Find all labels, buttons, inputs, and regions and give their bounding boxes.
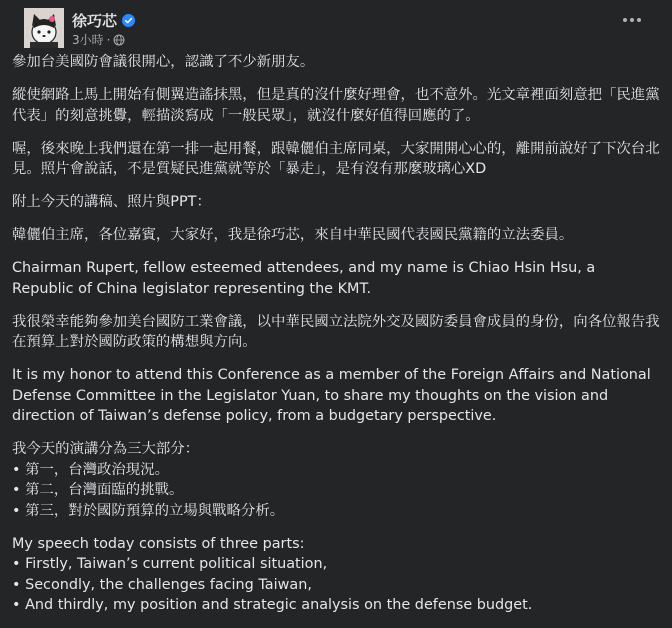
post-paragraph: 附上今天的講稿、照片與PPT： [12, 194, 211, 210]
post-paragraph: It is my honor to attend this Conference as a member of the Foreign Affairs and National Defense Committee in the Legislator Yuan, to share my thoughts on the vision and direction of Taiwan’s defense policy, from a budgetary perspective. [12, 367, 656, 424]
post-paragraph: 縱使網路上馬上開始有側翼造謠抹黑，但是真的沒什麼好理會，也不意外。光文章裡面刻意把「民進黨代表」的刻意挑釁，輕描淡寫成「一般民眾」，就沒什麼好值得回應的了。 [12, 87, 660, 124]
globe-icon[interactable] [113, 34, 125, 46]
post-timestamp[interactable]: 3小時 [72, 33, 104, 47]
post-meta [72, 31, 125, 48]
post-paragraph: 喔，後來晚上我們還在第一排一起用餐，跟韓儷伯主席同桌，大家開開心心的，離開前說好了下次台北見。照片會說話，不是質疑民進黨就等於「暴走」，是有沒有那麼玻璃心XD [12, 140, 660, 177]
post-paragraph: 我今天的演講分為三大部分： • 第一，台灣政治現況。 • 第二，台灣面臨的挑戰。 • 第三，對於國防預算的立場與戰略分析。 [12, 441, 285, 519]
post-paragraph: 參加台美國防會議很開心，認識了不少新朋友。 [12, 54, 315, 70]
post-paragraph: My speech today consists of three parts: • Firstly, Taiwan’s current political situation, • Secondly, the challenges facing Taiwan, • And thirdly, my position and strategic analysis on the defense budget. [12, 535, 533, 613]
avatar-illustration [24, 8, 64, 48]
post-header [12, 0, 660, 56]
post-paragraph: Chairman Rupert, fellow esteemed attendees, and my name is Chiao Hsin Hsu, a Republic of China legislator representing the KMT. [12, 260, 600, 297]
profile-avatar[interactable] [24, 8, 64, 48]
author-name[interactable]: 徐巧芯 [72, 12, 118, 30]
verified-badge-icon [122, 14, 135, 27]
more-dot [630, 18, 634, 22]
more-options-icon[interactable] [618, 10, 646, 30]
more-dot [623, 18, 627, 22]
meta-separator: · [106, 32, 111, 47]
post-body [12, 52, 660, 628]
more-dot [637, 18, 641, 22]
author-row [72, 10, 135, 31]
post-paragraph: 我很榮幸能夠參加美台國防工業會議，以中華民國立法院外交及國防委員會成員的身份，向各位報告我在預算上對於國防政策的構想與方向。 [12, 313, 660, 350]
post-paragraph: 韓儷伯主席，各位嘉賓，大家好，我是徐巧芯，來自中華民國代表國民黨籍的立法委員。 [12, 227, 574, 243]
